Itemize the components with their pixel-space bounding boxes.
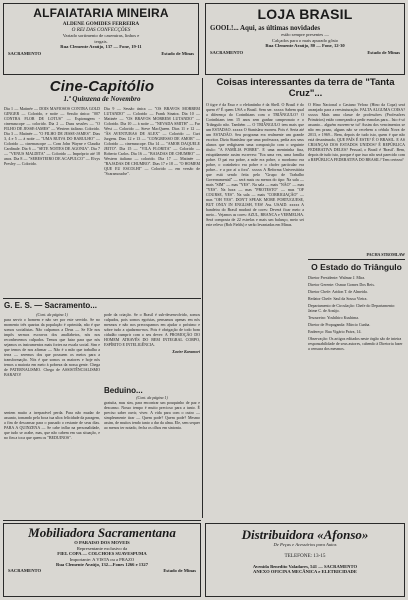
divider-triangulo <box>308 259 405 260</box>
ad-loja-city: SACRAMENTO <box>210 49 244 55</box>
ad-mobiliadora-line4: Importante: A VISTA ou a PRAZO <box>69 556 135 562</box>
triangulo-item: Diretor Chefe: Aridon T. de Almeida. <box>308 289 368 294</box>
beduino-col1: gratuita, mas sim, para encontrar um pouquinho de paz e descanso. Nosso tempo é muito precioso para a tanto. É preciso saber ouvir, viver. A vida para com o outro — simplesmente tirar — Quem pode? Quem pode? Mesmo assim, de muitos tendo tanto a dar da alma. Ele, sem sequer ao menos ter notado, fecha os olhos em sintonia. <box>104 400 200 430</box>
ad-afonso-address: Avenida Benedito Valadares, 541 — SACRAMENTO <box>252 563 358 569</box>
ad-alfaiataria-line1: ALDENE GOMIDES FERREIRA <box>62 21 140 27</box>
divider-cine <box>3 298 201 299</box>
coisas-section <box>206 78 405 518</box>
ad-alfaiataria-title: ALFAIATARIA MINEIRA <box>33 6 169 20</box>
ad-mobiliadora-line2: Representante exclusivo da <box>76 545 128 551</box>
ad-mobiliadora-state: Estado de Minas <box>163 567 196 573</box>
triangulo-title: O Estado do Triângulo <box>311 262 402 272</box>
cine-section <box>4 78 200 296</box>
beduino-col2: sentem muito a irreparável perda. Para não mudar de assunto, tomando pela boca tua ultra felicidade da paragem, a fim de descansar para o passado o restante de seus dias. PARA A QUINZENA — Se cabe inflar na personalidade, que tudo se acabe, mas, que não cabem em sua situação, e no fim a toca que quem os "BEDUINOS". <box>4 410 100 440</box>
ad-afonso-line1: De Peças e Acessórios para Autos <box>273 542 337 547</box>
ges-text-2: pode da criação. Se o Brasil é sub-desenvolvido, somos culpados, pois somos egoístas, pensamos apenas em nós mesmos e não nos preocupamos em ajudar o próximo e sobre tudo a ajudarmo-nos. Pois é obrigação de todo bom cidadão cumprir com o seu dever: A PROMOÇÃO DO HOMEM ATRAVÉS DO BEM INTEGRAL CORPO, ESPÍRITO E INTELIGÊNCIA. <box>104 312 200 347</box>
coisas-title: Coisas interessantes da terra de "Tanta Cruz"... <box>216 78 395 99</box>
ges-cont: (Cont. da página 1) <box>36 312 68 317</box>
ad-alfaiataria-line3: Variado sortimento de casemiras, linhos e <box>62 33 140 39</box>
ad-mobiliadora-line3: FIEL COPA — COLCHOES SUAVESPUMA <box>57 551 147 556</box>
ges-title: G. E. S. — Sacramento... <box>4 301 97 310</box>
ad-loja-line1: GOOL!... Aqui, as últimas novidades <box>210 24 321 32</box>
ad-afonso-title: Distribuidora «Afonso» <box>241 527 369 542</box>
ad-loja-line2: estão sempre presentes — <box>281 32 329 37</box>
triangulo-item: Redator Chefe: Saul da Sousa Vieira. <box>308 296 368 301</box>
coisas-col1: O tigre é da Esso e o elefantinho é da Shell. O Brasil é do quem é? É quem USA o Brasil. Sem ser. xxxxx Sabem qual a diferença do Corinthians com o TRIÂNGULO? O Corinthians tem 15 anos sem ganhar campeonato e o Triângulo não. Também — O TRIÂNGULO tem mais que um ESTADAO. xxxxx O Stanislaw morreu. Pois é. Seria até um ESTADÃO. Seu programa era realmente um grande escritor. Dizia Stanislaw que uma professora, pedia aos seus alunos que redigissem uma composição com o seguinte título: "A FAMÍLIA POBRE". E uma menininha fina, estupidamente assim escreveu: "Era uma vez, uma família pobre. O pai era pobre, a mãe era pobre, o mordomo era pobre, o cozinheiro era pobre e o chofer particular era pobre... e a por aí a fora". xxxxx A Reforma Universitária que está sendo feita pelo "Grupo de Trabalho Governamental" — será mais ou menos do tipo: Na sala — mais "SIM" — mas "YES". Na sala — mais "NÃO" — mas "YES". Na hora — mas "PROTESTO" — mas "OF COURSE, YES". Na sala — mais "CORRIGIAÇÃO" — mas "OH YES". DON'T SPEAK MORE PORTUGUESE, BUT ONLY IN ENGLISH, YES! Ass. USAID. xxxxx A bandeira do Brasil mudará de cores: Deverá ficar meio a meio... Vejamos as cores: AZUL, BRANCA e VERMELHA. Será composta de 22 estrelas e mais um balanço, meio sei este relevo (Bob Fields) e serão levantadas em Minas. <box>206 102 304 227</box>
coisas-col2: O Hino Nacional o Castano Veloso (Hino da Copa) será arranjado para a reestruturação. FALTA ALGUMA COISA? xxxxx Mais uma classe de professôres (Professôres Primários) estão começando a pedir esmolas para... Isto é só assunto... alguém movem-se tu? Assim dos vencimentos se não em prazo, alguns não se recebem a cédula Nova de 2013, e 1969... Bem, depois de tudo isto, quem é que não está desanimado, QUE PAÍS É ESTE? É O BRASIL. E AS CRIANÇAS DOS ESTADOS UNIDOS? É REPÚBLICA FEDERATIVA DELES? Pessoal, o Brasil é 'Brasil'. Bem, depois de tudo isto, porque é que isso não será parecido com a REPÚBLICA FEDERATIVA DO BRASIL? Tem certeza? <box>308 102 405 162</box>
beduino-section <box>104 386 200 518</box>
triangulo-item: Tesoureiro: Yoshihiro Kushima. <box>308 315 360 320</box>
ad-alfaiataria-footer <box>8 51 194 57</box>
ad-mobiliadora <box>3 523 201 597</box>
coisas-signature: PACHA STROMLAW <box>366 252 405 257</box>
ad-alfaiataria-line2: O REI DAS CONFECÇÕES <box>71 27 131 34</box>
ad-afonso-line4: ANEXO OFICINA MECÂNICA e ELETRICIDADE <box>253 569 357 575</box>
ad-alfaiataria-state: Estado de Minas <box>161 50 194 56</box>
ad-mobiliadora-address: Rua Clemente Araújo, 132—Fones 1266 e 1327 <box>56 562 148 567</box>
column-divider <box>202 78 203 518</box>
beduino-title: Beduino... <box>104 386 143 395</box>
ad-loja-line3: Calçados para o mais apurado gôsto <box>271 37 339 43</box>
ad-alfaiataria-line4: tergais. <box>94 38 108 44</box>
ad-loja-address: Rua Clemente Araújo, 80 — Fone, 12-30 <box>265 43 345 48</box>
triangulo-list <box>308 275 405 351</box>
ad-loja-footer <box>210 50 400 56</box>
ad-afonso <box>205 523 405 597</box>
divider-left-bottom <box>3 520 201 521</box>
ad-alfaiataria <box>3 3 199 75</box>
ges-author: Xavier Karamori <box>172 349 200 354</box>
cine-subtitle: 1.ª Quinzena de Novembro <box>63 95 141 103</box>
ad-loja-brasil <box>205 3 405 75</box>
ad-mobiliadora-footer <box>8 568 196 574</box>
ad-mobiliadora-line1: O PARAISO DOS MOVEIS <box>74 540 130 545</box>
triangulo-item: Endereço: Rua Vigário Paiva, 14. <box>308 329 362 334</box>
ges-text: para servir o homem e não ser por este servido. Se no momento três quartas da população é oprimida, não é que somos socialistas. Não culpamos a Deus — Se Ele nos impôs sermos escravos dos analfabetos, nós nos reconhecemos culpados. Temos que lutar para que nós sejamos os instrumentos mais fortes na escala social. Sim e que temos de nos afirmar — Não é a mão que trabalha a terra — seremos dos que possuem os meios para a transformação. Nós é que somos os maiores e hoje nós temos a maioria em meio à pobreza da nossa gente. Chega de PATERNALISMO. Chega de ASSISTÊNCIALISMO BARATO! <box>4 317 100 377</box>
ad-loja-title: LOJA BRASIL <box>257 6 353 22</box>
triangulo-item: Diretor Gerente: Osmar Gomes Dos Reis. <box>308 282 375 287</box>
ad-mobiliadora-title: Mobiliadora Sacramentana <box>28 525 176 540</box>
cine-title: Cine-Capitólio <box>49 78 155 95</box>
triangulo-item: Departamento de Circulação: Chefe do Departamento: Jaime C. de Araújo. <box>308 303 396 313</box>
cine-column-2: Dia 9 — Sessão única — "OS BRAVOS MORREM LUTANDO" — Colorido — Frank Sinatra. Dia 10 — Matinée — "OS BRAVOS MORREM LUTANDO" — Colorido. Dia 10 — à noite — "NEVADA SMITH" — Far West — Colorido — Steve MacQueen. Dias 11 e 12 — "ÀS AVENTURAS DE ALEX" — Colorido — Curt Jurgens. Dias 12 e 13 — "CONGRESSO DE AMOR" — Colorido — cinemascope. Dia 14 — "AMOR DAQUELE JEITO". Dia 15 — "VILA FLORITA" — Colorido — Roberto Carlos. Dia 16 — "BAIADAS DE CHUMBO" — Western italiano — colorido. Dia 17 — Matinée — "RAJADAS DE CHUMBO". Dias 17 e 18 — "O HOMEM QUE EU ESCOLHI" — Colorido — em versão de "Scaramouche". <box>104 106 200 176</box>
ad-alfaiataria-address: Rua Clemente Araújo, 137 — Fone, 19-11 <box>60 44 142 50</box>
beduino-cont: (Cont. da página 1) <box>136 395 168 400</box>
triangulo-item: Diretor Presidente: Walmar J. Mira. <box>308 275 366 280</box>
ges-lower <box>4 410 100 518</box>
ad-afonso-line2: TELEFONE: 13-15 <box>284 552 326 559</box>
ad-alfaiataria-city: SACRAMENTO <box>8 50 42 56</box>
triangulo-item: Diretor de Propaganda: Márcio Cunha. <box>308 322 371 327</box>
ad-mobiliadora-city: SACRAMENTO <box>8 567 42 573</box>
triangulo-item: Observação: Os artigos editados neste órgão são de inteira responsabilidade de seus autores, cabendo à Diretoria fazer a censura dos mesmos. <box>308 336 403 351</box>
ad-loja-state: Estado de Minas <box>367 49 400 55</box>
cine-column-1: Dia 1 — Matinée — DOIS MAFIOSOS CONTRA GOLD GINGER — Colorido, e noite — Sessão única: "007 CONTRA FLOR DE LOTUS" — Espionagem - cinemascope — colorido. Dia 2 — Duas sessões — "O FILHO DE JESSE-JAMES" — Western italiano. Colorido. Dia 3 — Matinée — "O FILHO DE JESSE-JAMES". Dias 3, 4 e 5 — à noite — "UMA RUIVA DO BARULHO" — Colorido — cinemascope — Com John Wayne e Claudia Cardinale. Dia 6 — "SETE NOITES DE AGONIA". Dia 7 — "VENUS MALDITA" — Colorido — Impróprio até 18 anos. Dia 8 — "SERESTEIRO DE ACAPULCO" — Elvys Presley — Colorido. <box>4 106 100 166</box>
